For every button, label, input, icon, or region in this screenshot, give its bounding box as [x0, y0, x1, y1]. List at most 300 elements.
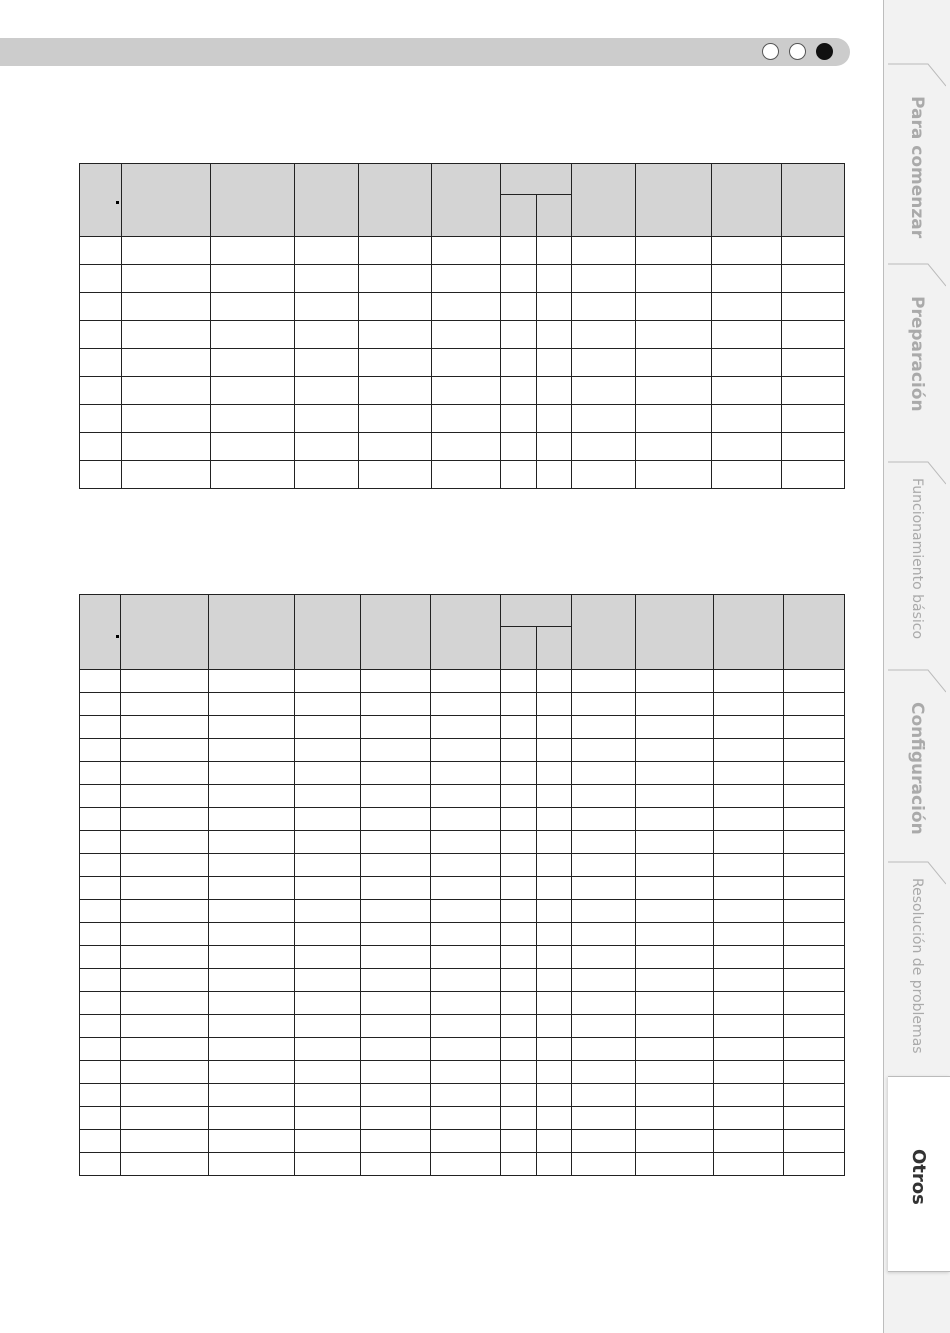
table-cell — [537, 1061, 572, 1084]
table-cell — [361, 1153, 431, 1176]
table-cell — [636, 900, 714, 923]
table-row — [80, 808, 845, 831]
table-cell — [361, 716, 431, 739]
table-cell — [431, 762, 501, 785]
table-cell — [209, 923, 295, 946]
table-cell — [636, 831, 714, 854]
table-cell — [784, 1107, 845, 1130]
table-cell — [80, 1130, 121, 1153]
table-cell — [782, 321, 845, 349]
table-cell — [295, 265, 359, 293]
table-cell — [537, 992, 572, 1015]
table-cell — [501, 265, 537, 293]
table-cell — [80, 237, 122, 265]
table-cell — [361, 670, 431, 693]
table-cell — [431, 1153, 501, 1176]
table-cell — [501, 433, 537, 461]
header-cell — [636, 164, 712, 237]
table-cell — [80, 877, 121, 900]
table-cell — [501, 1061, 537, 1084]
table-cell — [121, 946, 209, 969]
table-cell — [714, 831, 784, 854]
header-cell — [295, 164, 359, 237]
table-cell — [537, 265, 572, 293]
table-cell — [80, 716, 121, 739]
table-cell — [572, 762, 636, 785]
table-cell — [537, 349, 572, 377]
table-cell — [431, 1061, 501, 1084]
table-cell — [359, 377, 432, 405]
table-cell — [295, 877, 361, 900]
table-cell — [359, 237, 432, 265]
header-cell — [80, 164, 122, 237]
table-cell — [537, 946, 572, 969]
table-cell — [361, 1130, 431, 1153]
table-cell — [636, 1038, 714, 1061]
table-cell — [209, 854, 295, 877]
table-cell — [359, 293, 432, 321]
table-cell — [431, 1107, 501, 1130]
table-row — [80, 785, 845, 808]
table-cell — [537, 923, 572, 946]
tab-divider — [888, 262, 946, 288]
table-cell — [431, 946, 501, 969]
table-cell — [636, 877, 714, 900]
table-cell — [80, 1038, 121, 1061]
table-cell — [431, 992, 501, 1015]
tab-funcionamiento-basico[interactable] — [888, 460, 946, 670]
table-cell — [80, 831, 121, 854]
table-cell — [572, 670, 636, 693]
table-row — [80, 969, 845, 992]
table-cell — [431, 1130, 501, 1153]
header-cell — [501, 595, 572, 627]
table-row — [80, 693, 845, 716]
table-cell — [572, 877, 636, 900]
table-cell — [572, 854, 636, 877]
table-cell — [636, 349, 712, 377]
header-cell — [572, 595, 636, 670]
table-cell — [572, 785, 636, 808]
table-cell — [714, 785, 784, 808]
table-cell — [636, 1084, 714, 1107]
table-cell — [782, 433, 845, 461]
table-row — [80, 405, 845, 433]
table-cell — [431, 854, 501, 877]
table-cell — [431, 1038, 501, 1061]
table-cell — [782, 405, 845, 433]
table-cell — [121, 877, 209, 900]
table-cell — [209, 716, 295, 739]
table-cell — [784, 1130, 845, 1153]
table-cell — [295, 237, 359, 265]
table-cell — [121, 923, 209, 946]
table-cell — [501, 1015, 537, 1038]
header-cell — [431, 595, 501, 670]
table-cell — [784, 831, 845, 854]
table-cell — [209, 1107, 295, 1130]
table-cell — [80, 946, 121, 969]
table-cell — [572, 992, 636, 1015]
table-cell — [537, 808, 572, 831]
table-cell — [537, 1084, 572, 1107]
table-cell — [714, 739, 784, 762]
table-cell — [211, 293, 295, 321]
table-header — [80, 595, 845, 670]
table-cell — [784, 762, 845, 785]
page-header-bar — [0, 38, 850, 66]
table-cell — [572, 405, 636, 433]
table-cell — [501, 349, 537, 377]
table-cell — [712, 265, 782, 293]
table-cell — [432, 265, 501, 293]
table-cell — [209, 785, 295, 808]
table-cell — [714, 670, 784, 693]
table-cell — [80, 785, 121, 808]
table-cell — [121, 670, 209, 693]
page-indicator-dot-filled — [816, 43, 833, 60]
table-cell — [501, 693, 537, 716]
table-cell — [572, 265, 636, 293]
table-cell — [501, 405, 537, 433]
table-cell — [501, 808, 537, 831]
table-cell — [714, 946, 784, 969]
table-cell — [295, 946, 361, 969]
table-cell — [295, 808, 361, 831]
table-cell — [361, 762, 431, 785]
table-cell — [121, 762, 209, 785]
table-cell — [714, 808, 784, 831]
table-cell — [122, 349, 211, 377]
table-cell — [572, 716, 636, 739]
table-cell — [431, 1015, 501, 1038]
table-cell — [501, 969, 537, 992]
table-cell — [432, 377, 501, 405]
table-row — [80, 877, 845, 900]
table-cell — [80, 461, 122, 489]
table-cell — [501, 461, 537, 489]
header-cell — [209, 595, 295, 670]
table-cell — [361, 969, 431, 992]
table-cell — [295, 1038, 361, 1061]
table-cell — [784, 992, 845, 1015]
header-cell — [537, 195, 572, 237]
table-cell — [714, 992, 784, 1015]
table-cell — [501, 785, 537, 808]
tab-label: Preparación — [907, 296, 927, 412]
table-cell — [359, 321, 432, 349]
table-cell — [784, 808, 845, 831]
table-row — [80, 739, 845, 762]
table-cell — [636, 293, 712, 321]
table-cell — [636, 670, 714, 693]
table-cell — [80, 969, 121, 992]
header-cell — [501, 195, 537, 237]
table-cell — [295, 349, 359, 377]
table-cell — [211, 461, 295, 489]
table-cell — [537, 1153, 572, 1176]
table-cell — [712, 321, 782, 349]
table-cell — [211, 433, 295, 461]
table-cell — [537, 739, 572, 762]
table-cell — [784, 1061, 845, 1084]
table-cell — [636, 1015, 714, 1038]
table-cell — [211, 377, 295, 405]
table-cell — [501, 923, 537, 946]
table-cell — [432, 321, 501, 349]
table-cell — [537, 693, 572, 716]
table-cell — [209, 877, 295, 900]
table-cell — [431, 900, 501, 923]
table-cell — [80, 433, 122, 461]
table-cell — [636, 405, 712, 433]
table-cell — [80, 1084, 121, 1107]
table-cell — [122, 461, 211, 489]
table-cell — [295, 900, 361, 923]
table-cell — [782, 293, 845, 321]
table-cell — [501, 946, 537, 969]
tab-configuracion[interactable] — [888, 668, 946, 868]
table-cell — [121, 969, 209, 992]
table-cell — [572, 808, 636, 831]
table-cell — [572, 1084, 636, 1107]
table-body — [80, 670, 845, 1176]
table-cell — [782, 461, 845, 489]
header-cell — [501, 164, 572, 195]
tab-para-comenzar[interactable] — [888, 62, 946, 262]
table-cell — [636, 1107, 714, 1130]
table-cell — [572, 969, 636, 992]
table-row — [80, 1107, 845, 1130]
table-cell — [361, 1015, 431, 1038]
table-cell — [295, 693, 361, 716]
table-cell — [80, 670, 121, 693]
table-cell — [537, 1015, 572, 1038]
header-cell — [121, 595, 209, 670]
table-cell — [537, 461, 572, 489]
tab-preparacion[interactable] — [888, 262, 946, 467]
table-cell — [572, 293, 636, 321]
table-cell — [501, 762, 537, 785]
table-cell — [122, 321, 211, 349]
tab-otros[interactable] — [888, 1076, 950, 1272]
table-cell — [122, 405, 211, 433]
table-cell — [714, 1130, 784, 1153]
table-row — [80, 1130, 845, 1153]
table-cell — [636, 1153, 714, 1176]
table-cell — [712, 461, 782, 489]
table-cell — [431, 1084, 501, 1107]
table-cell — [537, 377, 572, 405]
table-cell — [712, 293, 782, 321]
tab-label: Funcionamiento básico — [909, 478, 925, 640]
tab-divider — [888, 62, 946, 88]
table-cell — [636, 1130, 714, 1153]
table-cell — [209, 831, 295, 854]
tab-label: Para comenzar — [907, 96, 927, 239]
table-cell — [80, 405, 122, 433]
table-cell — [295, 969, 361, 992]
table-cell — [80, 293, 122, 321]
table-cell — [431, 831, 501, 854]
table-cell — [295, 831, 361, 854]
table-cell — [80, 900, 121, 923]
table-cell — [784, 693, 845, 716]
table-cell — [714, 969, 784, 992]
table-cell — [121, 716, 209, 739]
tab-resolucion-de-problemas[interactable] — [888, 860, 946, 1070]
table-cell — [361, 946, 431, 969]
table-cell — [121, 854, 209, 877]
table-cell — [295, 992, 361, 1015]
table-cell — [636, 808, 714, 831]
table-cell — [211, 265, 295, 293]
table-cell — [537, 762, 572, 785]
table-cell — [209, 992, 295, 1015]
table-cell — [121, 1107, 209, 1130]
table-row — [80, 1038, 845, 1061]
table-cell — [361, 1061, 431, 1084]
table-cell — [537, 1038, 572, 1061]
table-cell — [121, 1153, 209, 1176]
table-cell — [209, 739, 295, 762]
table-cell — [122, 293, 211, 321]
table-cell — [295, 716, 361, 739]
data-table-1 — [79, 163, 845, 489]
table-cell — [714, 923, 784, 946]
table-cell — [501, 739, 537, 762]
table-cell — [537, 900, 572, 923]
table-cell — [537, 1107, 572, 1130]
table-cell — [501, 293, 537, 321]
table-cell — [209, 1015, 295, 1038]
table-cell — [359, 461, 432, 489]
header-cell — [501, 627, 537, 670]
table-cell — [209, 808, 295, 831]
table-cell — [80, 992, 121, 1015]
table-cell — [572, 900, 636, 923]
table-cell — [209, 1130, 295, 1153]
table-row — [80, 762, 845, 785]
table-cell — [537, 1130, 572, 1153]
table-cell — [295, 762, 361, 785]
table-cell — [211, 237, 295, 265]
table-cell — [537, 321, 572, 349]
table-cell — [636, 237, 712, 265]
table-cell — [295, 433, 359, 461]
table-row — [80, 349, 845, 377]
table-cell — [714, 716, 784, 739]
table-cell — [295, 854, 361, 877]
table-cell — [572, 1015, 636, 1038]
table-cell — [80, 1015, 121, 1038]
table-cell — [121, 1061, 209, 1084]
header-cell — [572, 164, 636, 237]
table-cell — [361, 1107, 431, 1130]
table-cell — [361, 854, 431, 877]
table-cell — [209, 1038, 295, 1061]
table-cell — [572, 349, 636, 377]
table-cell — [714, 877, 784, 900]
table-row — [80, 461, 845, 489]
table-cell — [295, 321, 359, 349]
table-cell — [784, 785, 845, 808]
table-cell — [209, 1061, 295, 1084]
table-cell — [209, 670, 295, 693]
table-cell — [784, 1084, 845, 1107]
table-row — [80, 946, 845, 969]
table-cell — [80, 693, 121, 716]
tab-divider — [888, 860, 946, 886]
table-row — [80, 1153, 845, 1176]
header-cell — [537, 627, 572, 670]
table-cell — [121, 1038, 209, 1061]
table-cell — [501, 992, 537, 1015]
table-cell — [636, 461, 712, 489]
table-cell — [501, 831, 537, 854]
table-cell — [122, 237, 211, 265]
table-cell — [295, 670, 361, 693]
table-cell — [636, 785, 714, 808]
table-cell — [636, 762, 714, 785]
table-cell — [537, 293, 572, 321]
tab-divider — [888, 460, 946, 486]
header-cell — [636, 595, 714, 670]
table-cell — [295, 1061, 361, 1084]
table-cell — [432, 433, 501, 461]
table-cell — [784, 1038, 845, 1061]
table-cell — [295, 1130, 361, 1153]
table-cell — [636, 1061, 714, 1084]
table-cell — [209, 1084, 295, 1107]
table-cell — [784, 1015, 845, 1038]
table-cell — [537, 969, 572, 992]
header-cell — [432, 164, 501, 237]
table-cell — [501, 716, 537, 739]
header-cell — [361, 595, 431, 670]
table-cell — [784, 670, 845, 693]
table-cell — [714, 1084, 784, 1107]
header-cell — [782, 164, 845, 237]
table-cell — [80, 377, 122, 405]
table-cell — [712, 405, 782, 433]
table-cell — [295, 461, 359, 489]
table-cell — [80, 265, 122, 293]
table-cell — [121, 785, 209, 808]
table-cell — [501, 321, 537, 349]
table-cell — [501, 237, 537, 265]
table-cell — [636, 693, 714, 716]
table-cell — [121, 1015, 209, 1038]
table-cell — [295, 405, 359, 433]
table-cell — [572, 321, 636, 349]
table-cell — [121, 992, 209, 1015]
table-cell — [80, 762, 121, 785]
table-cell — [712, 237, 782, 265]
table-cell — [432, 237, 501, 265]
table-cell — [361, 739, 431, 762]
table-cell — [636, 321, 712, 349]
table-cell — [431, 739, 501, 762]
table-row — [80, 265, 845, 293]
table-cell — [295, 1107, 361, 1130]
header-cell — [295, 595, 361, 670]
table-cell — [501, 1153, 537, 1176]
table-cell — [572, 433, 636, 461]
table-cell — [121, 1084, 209, 1107]
table-cell — [361, 877, 431, 900]
table-cell — [501, 854, 537, 877]
